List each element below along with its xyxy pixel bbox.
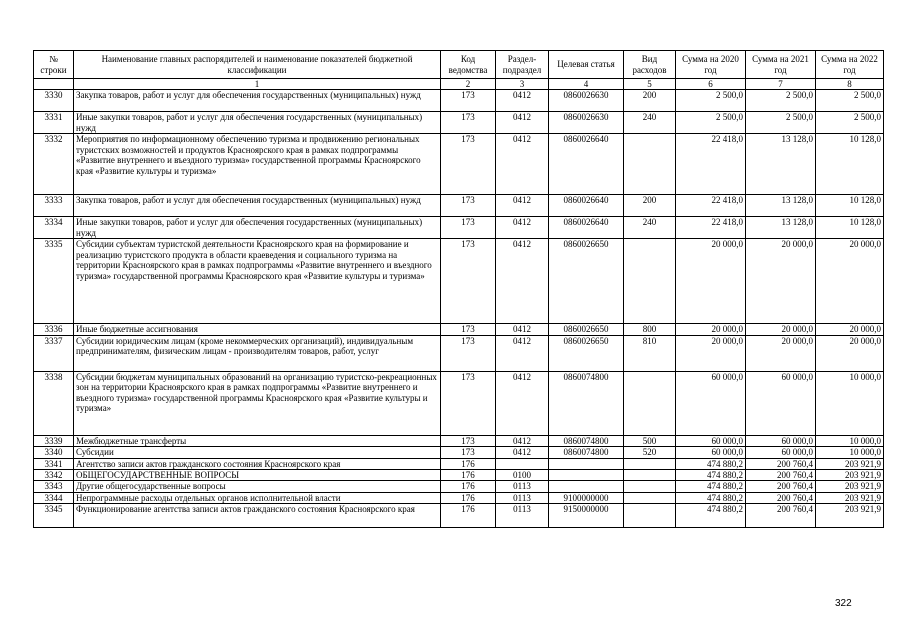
- table-row: [34, 324, 884, 335]
- table-row: [34, 217, 884, 239]
- row-sum-2021: 13 128,0: [746, 134, 816, 195]
- row-code: 173: [441, 217, 496, 239]
- row-sum-2022: 10 128,0: [816, 217, 884, 239]
- row-code: 173: [441, 195, 496, 217]
- row-sum-2022: 10 000,0: [816, 447, 884, 458]
- column-index-row: [34, 79, 884, 90]
- row-sum-2021: 200 760,4: [746, 492, 816, 503]
- row-number: 3338: [34, 371, 74, 435]
- row-name: Непрограммные расходы отдельных органов исполнительной власти: [74, 492, 441, 503]
- row-target: 0860026640: [549, 217, 624, 239]
- row-number: 3330: [34, 90, 74, 112]
- row-target: 0860026650: [549, 324, 624, 335]
- row-type: [624, 458, 676, 469]
- row-sum-2020: 20 000,0: [676, 239, 746, 324]
- row-sum-2021: 13 128,0: [746, 217, 816, 239]
- table-row: [34, 335, 884, 371]
- row-code: 176: [441, 481, 496, 492]
- row-target: 0860074800: [549, 435, 624, 446]
- row-target: 0860026650: [549, 335, 624, 371]
- row-target: 0860026630: [549, 112, 624, 134]
- row-sum-2021: 200 760,4: [746, 470, 816, 481]
- row-sum-2020: 60 000,0: [676, 447, 746, 458]
- row-section: 0412: [496, 134, 549, 195]
- row-section: [496, 458, 549, 469]
- table-row: [34, 195, 884, 217]
- row-code: 173: [441, 435, 496, 446]
- row-type: 240: [624, 217, 676, 239]
- row-type: 500: [624, 435, 676, 446]
- row-section: 0412: [496, 90, 549, 112]
- row-name: Межбюджетные трансферты: [74, 435, 441, 446]
- row-name: Субсидии: [74, 447, 441, 458]
- header-sum-2021: Сумма на 2021 год: [746, 51, 816, 79]
- row-sum-2020: 474 880,2: [676, 504, 746, 528]
- table-row: [34, 435, 884, 446]
- header-type: Вид расходов: [624, 51, 676, 79]
- col-index: 8: [816, 79, 884, 90]
- row-section: 0412: [496, 371, 549, 435]
- row-sum-2022: 10 000,0: [816, 371, 884, 435]
- row-type: [624, 504, 676, 528]
- row-target: 0860026640: [549, 195, 624, 217]
- row-sum-2021: 60 000,0: [746, 447, 816, 458]
- row-sum-2022: 203 921,9: [816, 504, 884, 528]
- row-type: [624, 134, 676, 195]
- row-number: 3340: [34, 447, 74, 458]
- table-row: [34, 112, 884, 134]
- row-code: 176: [441, 470, 496, 481]
- header-target: Целевая статья: [549, 51, 624, 79]
- row-sum-2021: 200 760,4: [746, 481, 816, 492]
- row-code: 173: [441, 112, 496, 134]
- row-sum-2021: 200 760,4: [746, 458, 816, 469]
- row-number: 3333: [34, 195, 74, 217]
- budget-table: [33, 50, 884, 528]
- row-sum-2021: 13 128,0: [746, 195, 816, 217]
- row-sum-2022: 10 128,0: [816, 134, 884, 195]
- row-sum-2021: 60 000,0: [746, 371, 816, 435]
- row-section: 0412: [496, 435, 549, 446]
- col-index-blank: [34, 79, 74, 90]
- row-target: 0860074800: [549, 371, 624, 435]
- row-sum-2020: 2 500,0: [676, 112, 746, 134]
- col-index: 7: [746, 79, 816, 90]
- row-sum-2020: 474 880,2: [676, 492, 746, 503]
- row-section: 0412: [496, 239, 549, 324]
- table-row: [34, 492, 884, 503]
- col-index: 6: [676, 79, 746, 90]
- row-type: [624, 371, 676, 435]
- row-sum-2021: 20 000,0: [746, 324, 816, 335]
- row-section: 0113: [496, 492, 549, 503]
- table-row: [34, 239, 884, 324]
- row-sum-2020: 2 500,0: [676, 90, 746, 112]
- col-index: 2: [441, 79, 496, 90]
- header-sum-2022: Сумма на 2022 год: [816, 51, 884, 79]
- row-code: 176: [441, 492, 496, 503]
- header-row: [34, 51, 884, 79]
- table-row: [34, 134, 884, 195]
- row-name: Субсидии субъектам туристской деятельности Красноярского края на формирование и реализацию туристского продукта в области краеведения и социального туризма на территории Красноярского края в рамках подпрограммы «Развитие внутреннего и въездного туризма» государственной программы Красноярского края «Развитие культуры и туризма»: [74, 239, 441, 324]
- row-type: [624, 481, 676, 492]
- row-type: 200: [624, 90, 676, 112]
- row-number: 3331: [34, 112, 74, 134]
- row-section: 0113: [496, 504, 549, 528]
- row-sum-2022: 203 921,9: [816, 470, 884, 481]
- row-section: 0412: [496, 324, 549, 335]
- row-sum-2022: 2 500,0: [816, 112, 884, 134]
- row-type: 810: [624, 335, 676, 371]
- row-type: 240: [624, 112, 676, 134]
- col-index: 5: [624, 79, 676, 90]
- row-sum-2021: 2 500,0: [746, 112, 816, 134]
- row-sum-2022: 20 000,0: [816, 239, 884, 324]
- row-target: 0860026650: [549, 239, 624, 324]
- page-number: 322: [835, 598, 852, 609]
- row-sum-2020: 474 880,2: [676, 481, 746, 492]
- row-sum-2020: 22 418,0: [676, 217, 746, 239]
- table-row: [34, 481, 884, 492]
- row-sum-2021: 60 000,0: [746, 435, 816, 446]
- row-type: 520: [624, 447, 676, 458]
- row-target: 0860026630: [549, 90, 624, 112]
- row-code: 173: [441, 447, 496, 458]
- row-code: 176: [441, 504, 496, 528]
- table-row: [34, 90, 884, 112]
- row-number: 3335: [34, 239, 74, 324]
- row-type: 200: [624, 195, 676, 217]
- row-name: Агентство записи актов гражданского состояния Красноярского края: [74, 458, 441, 469]
- row-target: [549, 458, 624, 469]
- row-section: 0113: [496, 481, 549, 492]
- row-target: [549, 470, 624, 481]
- row-code: 173: [441, 324, 496, 335]
- row-section: 0412: [496, 217, 549, 239]
- row-code: 176: [441, 458, 496, 469]
- row-sum-2022: 10 000,0: [816, 435, 884, 446]
- row-type: [624, 492, 676, 503]
- row-number: 3334: [34, 217, 74, 239]
- row-sum-2020: 474 880,2: [676, 470, 746, 481]
- row-code: 173: [441, 335, 496, 371]
- row-sum-2022: 203 921,9: [816, 492, 884, 503]
- table-row: [34, 458, 884, 469]
- row-name: Закупка товаров, работ и услуг для обеспечения государственных (муниципальных) нужд: [74, 195, 441, 217]
- row-name: ОБЩЕГОСУДАРСТВЕННЫЕ ВОПРОСЫ: [74, 470, 441, 481]
- row-sum-2022: 2 500,0: [816, 90, 884, 112]
- row-section: 0412: [496, 447, 549, 458]
- row-name: Другие общегосударственные вопросы: [74, 481, 441, 492]
- row-type: [624, 239, 676, 324]
- row-number: 3341: [34, 458, 74, 469]
- row-target: [549, 481, 624, 492]
- row-name: Мероприятия по информационному обеспечению туризма и продвижению региональных туристских возможностей и продуктов Красноярского края в рамках подпрограммы «Развитие внутреннего и въездного туризма» государственной программы Красноярского края «Развитие культуры и туризма»: [74, 134, 441, 195]
- header-code: Код ведомства: [441, 51, 496, 79]
- row-number: 3339: [34, 435, 74, 446]
- row-name: Субсидии юридическим лицам (кроме некоммерческих организаций), индивидуальным предпринимателям, физическим лицам - производителям товаров, работ, услуг: [74, 335, 441, 371]
- row-sum-2020: 60 000,0: [676, 371, 746, 435]
- col-index: 3: [496, 79, 549, 90]
- row-name: Иные бюджетные ассигнования: [74, 324, 441, 335]
- row-code: 173: [441, 239, 496, 324]
- row-sum-2021: 2 500,0: [746, 90, 816, 112]
- row-sum-2022: 203 921,9: [816, 458, 884, 469]
- row-sum-2022: 203 921,9: [816, 481, 884, 492]
- table-row: [34, 447, 884, 458]
- row-name: Закупка товаров, работ и услуг для обеспечения государственных (муниципальных) нужд: [74, 90, 441, 112]
- row-number: 3345: [34, 504, 74, 528]
- header-num: № строки: [34, 51, 74, 79]
- col-index: 4: [549, 79, 624, 90]
- row-sum-2021: 20 000,0: [746, 335, 816, 371]
- row-sum-2020: 474 880,2: [676, 458, 746, 469]
- row-section: 0412: [496, 195, 549, 217]
- row-type: [624, 470, 676, 481]
- row-type: 800: [624, 324, 676, 335]
- row-sum-2022: 20 000,0: [816, 324, 884, 335]
- header-section: Раздел-подраздел: [496, 51, 549, 79]
- row-target: 9100000000: [549, 492, 624, 503]
- row-code: 173: [441, 134, 496, 195]
- col-index: 1: [74, 79, 441, 90]
- row-code: 173: [441, 371, 496, 435]
- row-sum-2020: 22 418,0: [676, 195, 746, 217]
- row-number: 3337: [34, 335, 74, 371]
- row-name: Иные закупки товаров, работ и услуг для обеспечения государственных (муниципальных) нужд: [74, 112, 441, 134]
- row-sum-2021: 20 000,0: [746, 239, 816, 324]
- row-name: Субсидии бюджетам муниципальных образований на организацию туристско-рекреационных зон на территории Красноярского края в рамках подпрограммы «Развитие внутреннего и въездного туризма» государственной программы Красноярского края «Развитие культуры и туризма»: [74, 371, 441, 435]
- row-target: 9150000000: [549, 504, 624, 528]
- row-sum-2021: 200 760,4: [746, 504, 816, 528]
- table-row: [34, 470, 884, 481]
- row-sum-2022: 10 128,0: [816, 195, 884, 217]
- row-number: 3344: [34, 492, 74, 503]
- row-name: Функционирование агентства записи актов гражданского состояния Красноярского края: [74, 504, 441, 528]
- header-sum-2020: Сумма на 2020 год: [676, 51, 746, 79]
- row-section: 0412: [496, 112, 549, 134]
- row-target: 0860074800: [549, 447, 624, 458]
- row-name: Иные закупки товаров, работ и услуг для обеспечения государственных (муниципальных) нужд: [74, 217, 441, 239]
- row-sum-2020: 60 000,0: [676, 435, 746, 446]
- row-code: 173: [441, 90, 496, 112]
- row-number: 3332: [34, 134, 74, 195]
- table-row: [34, 371, 884, 435]
- table-row: [34, 504, 884, 528]
- row-number: 3336: [34, 324, 74, 335]
- row-number: 3343: [34, 481, 74, 492]
- row-sum-2020: 20 000,0: [676, 324, 746, 335]
- row-number: 3342: [34, 470, 74, 481]
- row-target: 0860026640: [549, 134, 624, 195]
- row-sum-2020: 22 418,0: [676, 134, 746, 195]
- row-sum-2022: 20 000,0: [816, 335, 884, 371]
- header-name: Наименование главных распорядителей и наименование показателей бюджетной классификации: [74, 51, 441, 79]
- row-section: 0100: [496, 470, 549, 481]
- row-section: 0412: [496, 335, 549, 371]
- row-sum-2020: 20 000,0: [676, 335, 746, 371]
